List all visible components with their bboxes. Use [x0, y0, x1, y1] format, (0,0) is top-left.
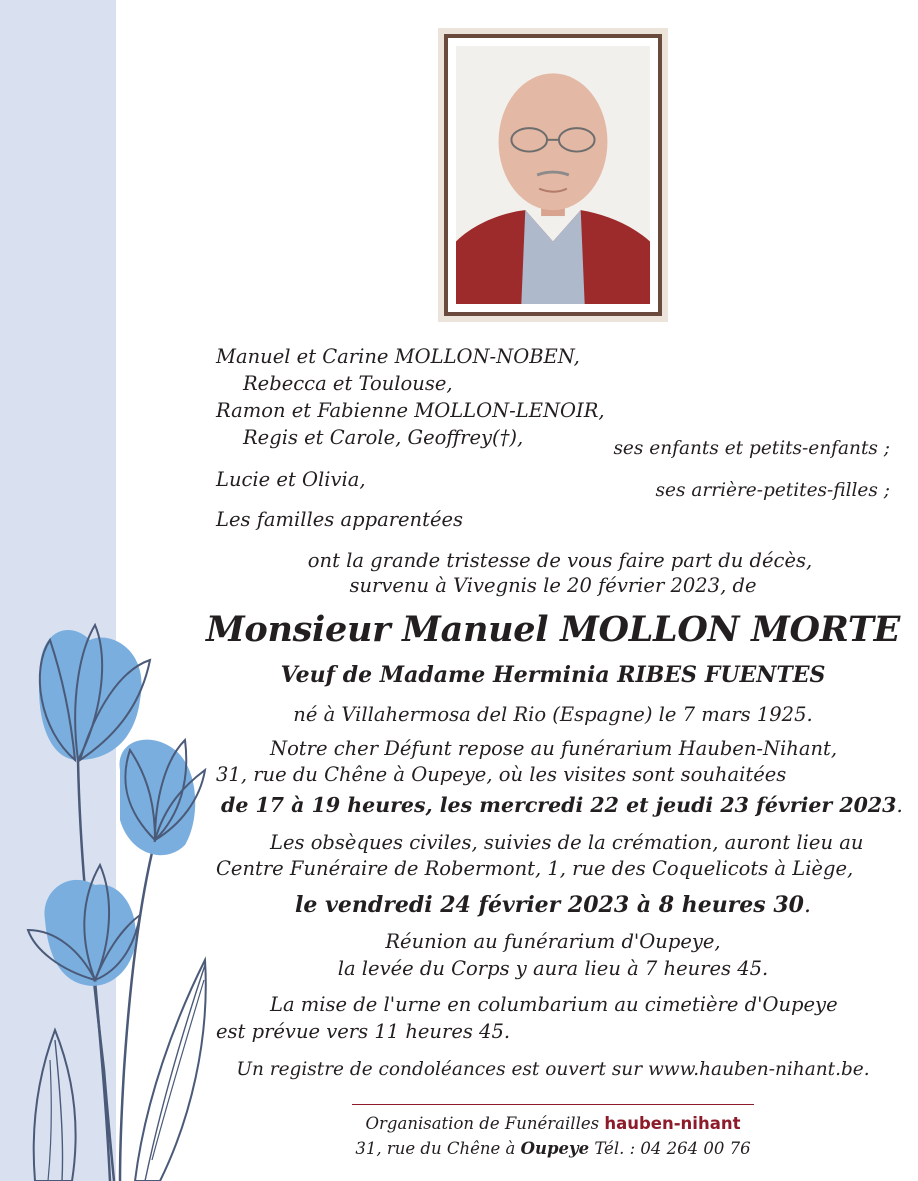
family-line: Manuel et Carine MOLLON-NOBEN,: [216, 345, 580, 368]
leaf-vein: [48, 1060, 51, 1181]
deceased-name: Monsieur Manuel MOLLON MORTE: [205, 609, 901, 650]
footer-address: 31, rue du Chêne à Oupeye Tél. : 04 264 00 76: [355, 1139, 751, 1158]
visits-line: Notre cher Défunt repose au funérarium Hauben-Nihant,: [270, 737, 838, 760]
family-line: Les familles apparentées: [216, 508, 464, 531]
gathering-line: Réunion au funérarium d'Oupeye,: [385, 930, 721, 953]
birth-line: né à Villahermosa del Rio (Espagne) le 7 mars 1925.: [293, 703, 813, 726]
visits-hours: de 17 à 19 heures, les mercredi 22 et jeudi 23 février 2023.: [221, 793, 903, 817]
announcement-line: survenu à Vivegnis le 20 février 2023, de: [349, 574, 757, 597]
family-line: Regis et Carole, Geoffrey(†),: [243, 426, 524, 449]
family-line: Lucie et Olivia,: [216, 468, 366, 491]
family-relation-note: ses arrière-petites-filles ;: [655, 480, 890, 501]
brand-logo: hauben-nihant: [604, 1114, 741, 1133]
urn-line: La mise de l'urne en columbarium au cimetière d'Oupeye: [270, 993, 838, 1016]
ceremony-line: Les obsèques civiles, suivies de la crémation, auront lieu au: [270, 831, 864, 854]
leaf: [34, 1030, 76, 1181]
stem: [95, 980, 110, 1181]
urn-line: est prévue vers 11 heures 45.: [216, 1020, 511, 1043]
family-line: Ramon et Fabienne MOLLON-LENOIR,: [216, 399, 605, 422]
gathering-line: la levée du Corps y aura lieu à 7 heures 45.: [337, 957, 769, 980]
leaf-vein: [55, 1040, 63, 1181]
condolence-register: Un registre de condoléances est ouvert sur www.hauben-nihant.be.: [236, 1059, 870, 1080]
stem: [120, 840, 155, 1181]
ceremony-line: Centre Funéraire de Robermont, 1, rue des Coquelicots à Liège,: [216, 857, 854, 880]
footer-divider: [352, 1104, 754, 1105]
tulip-illustration: [0, 600, 230, 1181]
family-line: Rebecca et Toulouse,: [243, 372, 453, 395]
tulip-fill: [39, 630, 142, 760]
portrait-mat: [444, 34, 662, 316]
widow-line: Veuf de Madame Herminia RIBES FUENTES: [280, 662, 826, 688]
visits-line: 31, rue du Chêne à Oupeye, où les visites sont souhaitées: [216, 763, 787, 786]
footer-organisation: Organisation de Funérailles hauben-nihant: [365, 1114, 741, 1133]
portrait-photo: [456, 46, 650, 304]
family-relation-note: ses enfants et petits-enfants ;: [613, 438, 890, 459]
announcement-line: ont la grande tristesse de vous faire part du décès,: [307, 549, 813, 572]
portrait-frame: [438, 28, 668, 322]
ceremony-date: le vendredi 24 février 2023 à 8 heures 30.: [295, 892, 811, 918]
